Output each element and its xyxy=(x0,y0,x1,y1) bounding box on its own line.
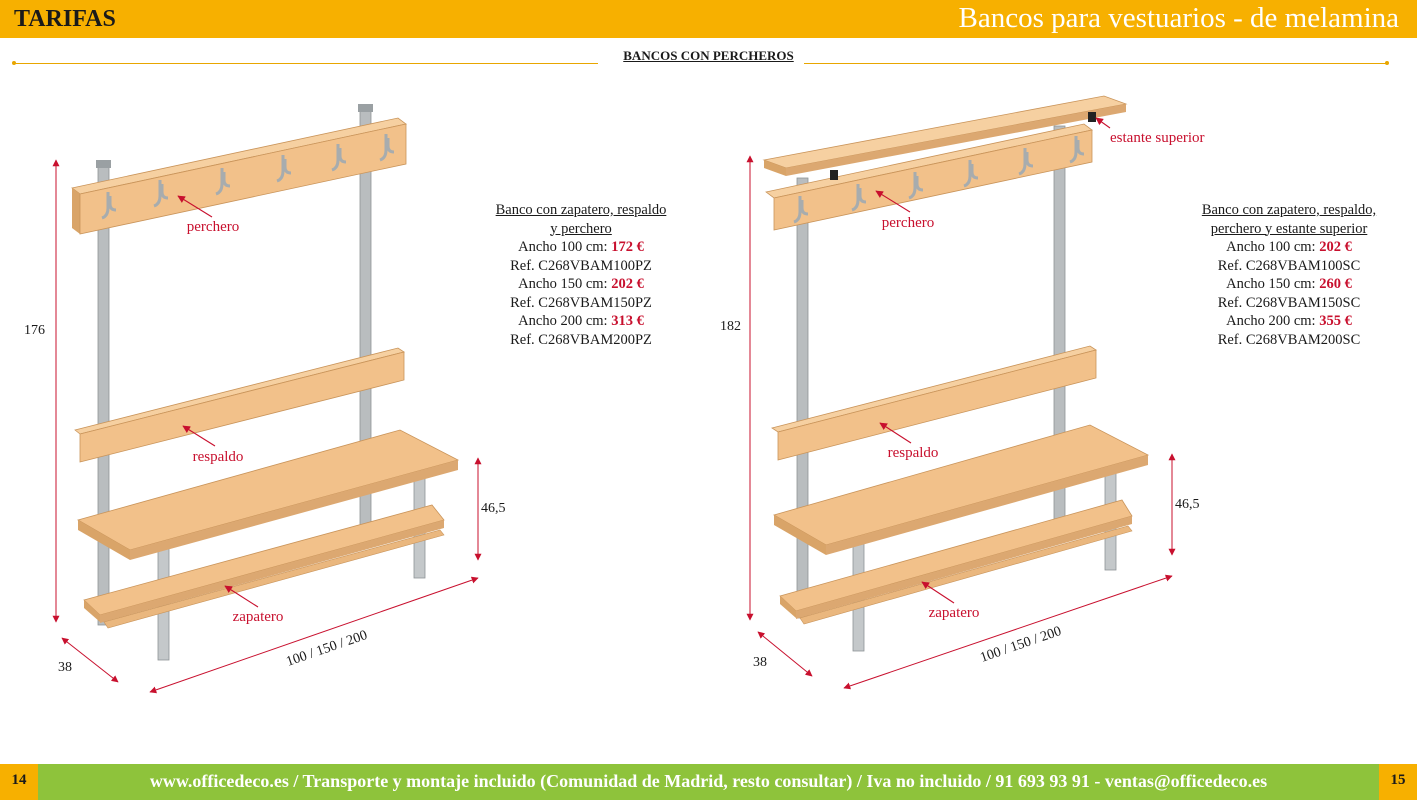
price-value: 313 € xyxy=(611,313,644,329)
product-2-info xyxy=(1176,201,1402,349)
price-value: 260 € xyxy=(1319,276,1352,292)
product-1-title-line2: y perchero xyxy=(550,220,612,237)
bench-1-coat-rail xyxy=(72,118,406,234)
product-2-title-line1: Banco con zapatero, respaldo, xyxy=(1201,202,1377,218)
ref-code: Ref. C268VBAM150PZ xyxy=(510,294,652,311)
dim-height-1: 176 xyxy=(24,323,45,338)
label-estante-2: estante superior xyxy=(1110,130,1205,146)
footer-text: www.officedeco.es / Transporte y montaje incluido (Comunidad de Madrid, resto consultar) / Iva no incluido / 91 693 93 91 - ventas@officedeco.es xyxy=(149,771,1268,791)
dim-seat-height-1: 46,5 xyxy=(481,501,506,516)
label-perchero-2: perchero xyxy=(881,215,935,231)
product-1-info xyxy=(470,201,692,349)
product-1-title-line1: Banco con zapatero, respaldo xyxy=(495,202,667,218)
page-number-right: 15 xyxy=(1379,764,1417,800)
price-value: 202 € xyxy=(1319,239,1352,255)
section-label: TARIFAS xyxy=(14,6,116,32)
label-respaldo-2: respaldo xyxy=(887,445,939,461)
label-respaldo-1: respaldo xyxy=(192,449,244,465)
bench-1-illustration xyxy=(0,0,720,760)
ref-code: Ref. C268VBAM200SC xyxy=(1217,331,1361,348)
product-2-title-line2: perchero y estante superior xyxy=(1210,220,1368,237)
label-zapatero-1: zapatero xyxy=(232,609,284,625)
dim-height-2: 182 xyxy=(720,319,741,334)
price-value: 202 € xyxy=(611,276,644,292)
dim-seat-height-2: 46,5 xyxy=(1175,497,1200,512)
bench-2-illustration xyxy=(700,0,1417,760)
price-value: 355 € xyxy=(1319,313,1352,329)
ref-code: Ref. C268VBAM150SC xyxy=(1217,294,1361,311)
price-row: Ancho 100 cm: 202 € xyxy=(1226,239,1352,255)
label-perchero-1: perchero xyxy=(186,219,240,235)
price-row: Ancho 100 cm: 172 € xyxy=(518,239,644,255)
page-number-left: 14 xyxy=(0,764,38,800)
dim-depth-2: 38 xyxy=(753,655,767,670)
footer-bar xyxy=(0,764,1417,800)
price-row: Ancho 200 cm: 355 € xyxy=(1226,313,1352,329)
label-zapatero-2: zapatero xyxy=(928,605,980,621)
dim-width-1: 100 / 150 / 200 xyxy=(284,627,370,670)
ref-code: Ref. C268VBAM100PZ xyxy=(510,257,652,274)
price-row: Ancho 150 cm: 202 € xyxy=(518,276,644,292)
price-row: Ancho 200 cm: 313 € xyxy=(518,313,644,329)
page-title: Bancos para vestuarios - de melamina xyxy=(958,2,1399,34)
ref-code: Ref. C268VBAM100SC xyxy=(1217,257,1361,274)
ref-code: Ref. C268VBAM200PZ xyxy=(510,331,652,348)
dim-depth-1: 38 xyxy=(58,660,72,675)
price-value: 172 € xyxy=(611,239,644,255)
dim-width-2: 100 / 150 / 200 xyxy=(978,623,1064,666)
price-row: Ancho 150 cm: 260 € xyxy=(1226,276,1352,292)
section-title: BANCOS CON PERCHEROS xyxy=(623,48,794,63)
